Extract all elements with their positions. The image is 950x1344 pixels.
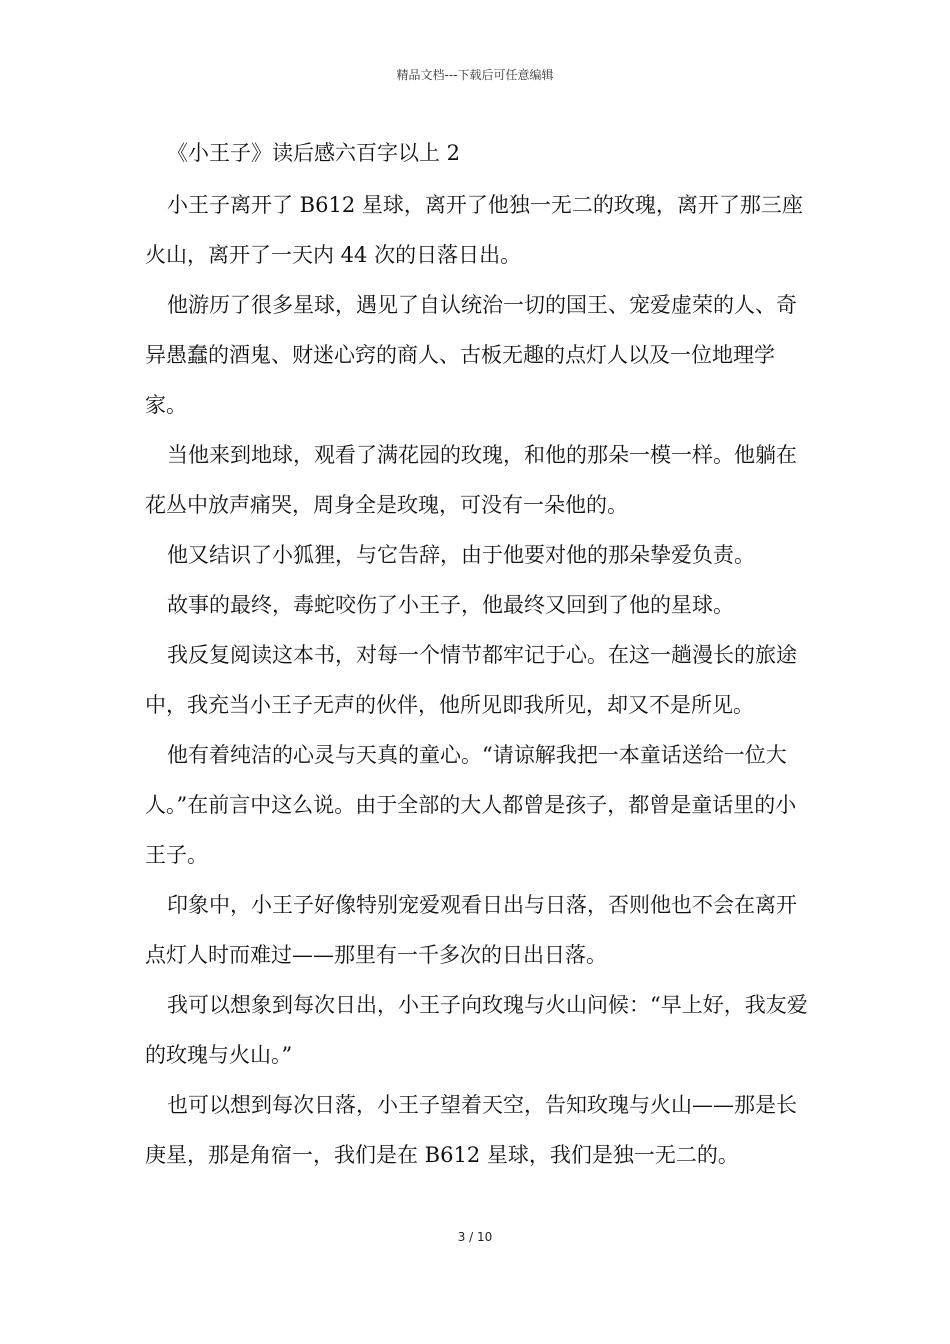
page-header: 精品文档---下载后可任意编辑 (396, 68, 554, 82)
paragraph: 也可以想到每次日落，小王子望着天空，告知玫瑰与火山——那是长庚星，那是角宿一，我们是在 B612 星球，我们是独一无二的。 (145, 1093, 797, 1167)
paragraph: 当他来到地球，观看了满花园的玫瑰，和他的那朵一模一样。他躺在花丛中放声痛哭，周身全是玫瑰，可没有一朵他的。 (145, 443, 797, 517)
paragraph: 小王子离开了 B612 星球，离开了他独一无二的玫瑰，离开了那三座火山，离开了一天内 44 次的日落日出。 (145, 193, 803, 267)
paragraph: 他游历了很多星球，遇见了自认统治一切的国王、宠爱虚荣的人、奇异愚蠢的酒鬼、财迷心窍的商人、古板无趣的点灯人以及一位地理学家。 (145, 293, 797, 417)
paragraph: 印象中，小王子好像特别宠爱观看日出与日落，否则他也不会在离开点灯人时而难过——那里有一千多次的日出日落。 (145, 893, 797, 967)
paragraph: 我可以想象到每次日出，小王子向玫瑰与火山问候：“早上好，我友爱的玫瑰与火山。” (145, 993, 808, 1067)
page-number: 3 / 10 (457, 1230, 493, 1244)
paragraph: 我反复阅读这本书，对每一个情节都牢记于心。在这一趟漫长的旅途中，我充当小王子无声的伙伴，他所见即我所见，却又不是所见。 (145, 643, 797, 717)
paragraph: 他又结识了小狐狸，与它告辞，由于他要对他的那朵挚爱负责。 (167, 543, 755, 567)
document-title: 《小王子》读后感六百字以上 2 (167, 141, 461, 165)
paragraph: 故事的最终，毒蛇咬伤了小王子，他最终又回到了他的星球。 (167, 593, 734, 617)
document-body (145, 128, 810, 1180)
paragraph: 他有着纯洁的心灵与天真的童心。“请谅解我把一本童话送给一位大人。”在前言中这么说。由于全部的大人都曾是孩子，都曾是童话里的小王子。 (145, 743, 797, 867)
